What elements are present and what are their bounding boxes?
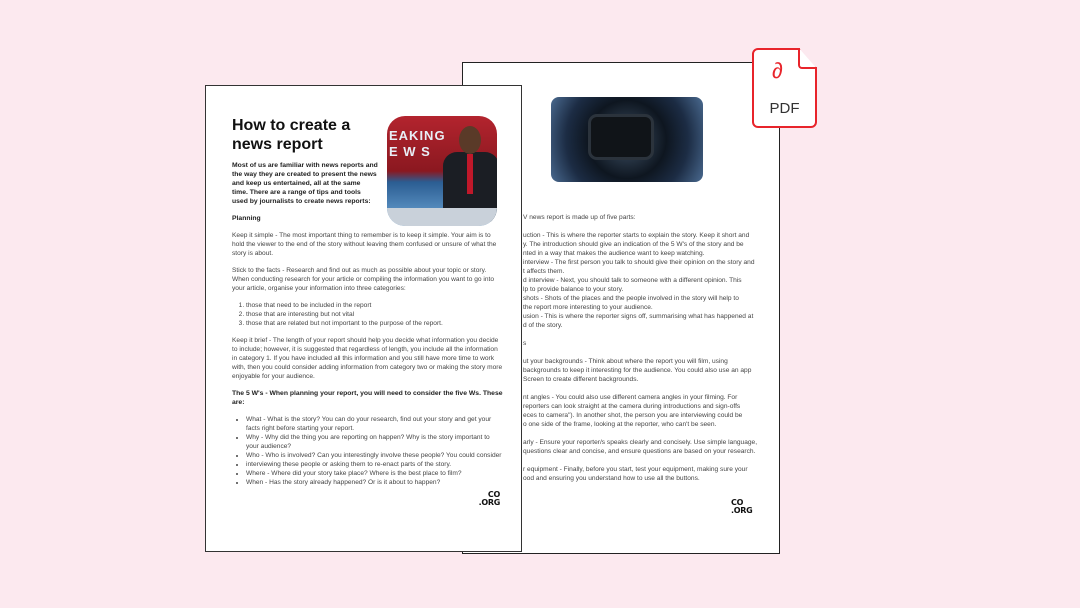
list-item: • Where - Where did your story take place? Where is the best place to film? [246, 469, 504, 478]
cool-org-logo: CO .ORG [731, 498, 753, 515]
text-line [523, 348, 763, 357]
pdf-file-icon [752, 48, 817, 128]
text-line: s [523, 340, 527, 347]
text-line: questions clear and concise, and ensure questions are based on your research. [523, 448, 756, 455]
page-title: How to create a news report [232, 117, 351, 153]
text-line: ood and ensuring you understand how to use all the buttons. [523, 475, 700, 482]
acrobat-icon: ∂ [772, 58, 783, 83]
text-line: reporters can look straight at the camera during introductions and sign-offs [523, 403, 741, 410]
keep-simple-text: Keep it simple - The most important thing to remember is to keep it simple. Your aim is to hold the viewer to the end of the story without leaving them confused or unsure of what the story is about. [232, 232, 497, 257]
page-1-column [232, 161, 504, 507]
page-2-text [523, 213, 763, 483]
text-line: V news report is made up of five parts: [523, 214, 636, 221]
text-line: uction - This is where the reporter starts to explain the story. Keep it short and [523, 232, 750, 239]
text-line: usion - This is where the reporter signs off, summarising what has happened at [523, 313, 754, 320]
text-line: eces to camera"). In another shot, the person you are interviewing could be [523, 412, 743, 419]
list-item: • interviewing these people or asking them to re-enact parts of the story. [246, 460, 504, 469]
text-line: shots - Shots of the places and the people involved in the story will help to [523, 295, 739, 302]
text-line: nted in a way that makes the audience want to keep watching. [523, 250, 705, 257]
text-line: d interview - Next, you should talk to someone with a different opinion. This [523, 277, 742, 284]
text-line: y. The introduction should give an indication of the 5 W's of the story and be [523, 241, 744, 248]
list-item: 1. those that need to be included in the report [246, 301, 504, 310]
list-item: • When - Has the story already happened? Or is it about to happen? [246, 478, 504, 487]
list-item: • Who - Who is involved? Can you interestingly involve these people? You could consider [246, 451, 504, 460]
text-line: the report more interesting to your audience. [523, 304, 653, 311]
keep-brief-text: Keep it brief - The length of your report should help you decide what information you decide to include; however, it is suggested that regardless of length, you include all the information in category 1. If you have included all this information and you still have more time to work with, then you could consider adding information from category two or making the story more enjoyable for your audience. [232, 337, 503, 380]
text-line: interview - The first person you talk to should give their opinion on the story and [523, 259, 755, 266]
list-item: • What - What is the story? You can do your research, find out your story and get your facts right before starting your report. [246, 415, 504, 433]
text-line: nt angles - You could also use different camera angles in your filming. For [523, 394, 738, 401]
text-line [523, 456, 763, 465]
text-line [523, 330, 763, 339]
text-line: d of the story. [523, 322, 563, 329]
worksheet-page-1 [205, 85, 522, 552]
text-line [523, 384, 763, 393]
text-line: backgrounds to keep it interesting for the audience. You could also use an app [523, 367, 752, 374]
news-anchor-image: EAKING E W S [387, 116, 497, 226]
pdf-label: PDF [769, 100, 800, 117]
text-line: o one side of the frame, looking at the reporter, who can't be seen. [523, 421, 717, 428]
list-item: 3. those that are related but not important to the purpose of the report. [246, 319, 504, 328]
text-line [523, 222, 763, 231]
page-1-body [232, 214, 504, 487]
five-ws-heading: The 5 W's - When planning your report, you will need to consider the five Ws. These are: [232, 390, 503, 406]
text-line: arly - Ensure your reporter/s speaks clearly and concisely. Use simple language, [523, 439, 758, 446]
list-item: 2. those that are interesting but not vital [246, 310, 504, 319]
five-ws-list [232, 415, 504, 487]
text-line: t affects them. [523, 268, 565, 275]
cool-org-logo: CO .ORG [478, 490, 500, 507]
categories-list [232, 301, 504, 328]
text-line: r equipment - Finally, before you start, test your equipment, making sure your [523, 466, 748, 473]
text-line [523, 429, 763, 438]
list-item: • Why - Why did the thing you are reporting on happen? Why is the story important to your audience? [246, 433, 504, 451]
text-line: ut your backgrounds - Think about where the report you will film, using [523, 358, 728, 365]
stick-facts-text: Stick to the facts - Research and find out as much as possible about your topic or story. When conducting research for your article or compiling the information you want to go into your article, organise your information into three categories: [232, 267, 495, 292]
text-line: lp to provide balance to your story. [523, 286, 624, 293]
camera-image [551, 97, 703, 182]
text-line: Screen to create different backgrounds. [523, 376, 639, 383]
planning-heading: Planning [232, 215, 261, 222]
intro-text: Most of us are familiar with news reports and the way they are created to present the news and keep us entertained, all at the same time. There are a range of tips and tools used by journalists to create news reports: [232, 162, 378, 205]
